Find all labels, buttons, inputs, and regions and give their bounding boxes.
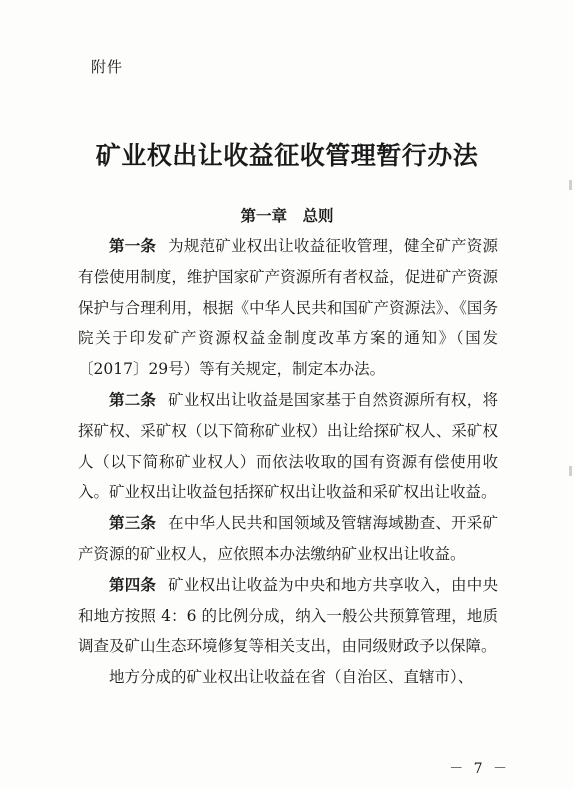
article-text: 在中华人民共和国领域及管辖海域勘查、开采矿产资源的矿业权人，应依照本办法缴纳矿业权出让收益。 [78,514,498,563]
article-text: 矿业权出让收益为中央和地方共享收入，由中央和地方按照 4：6 的比例分成，纳入一般公共预算管理，地质调查及矿山生态环境修复等相关支出，由同级财政予以保障。 [78,575,498,656]
article-number: 第四条 [109,574,157,594]
attachment-label: 附件 [91,58,124,76]
article-number: 第三条 [109,513,157,533]
article-paragraph-4 [78,570,498,662]
document-body [78,231,498,693]
chapter-heading: 第一章 总则 [240,206,334,225]
page-number: － 7 － [449,761,510,777]
document-title: 矿业权出让收益征收管理暂行办法 [95,141,479,170]
scan-edge-mark [569,180,572,190]
article-text: 为规范矿业权出让收益征收管理，健全矿产资源有偿使用制度，维护国家矿产资源所有者权益，促进矿产资源保护与合理利用，根据《中华人民共和国矿产资源法》、《国务院关于印发矿产资源权益金制度改革方案的通知》（国发〔2017〕29号）等有关规定，制定本办法。 [78,237,498,379]
article-number: 第二条 [109,389,157,409]
article-paragraph-2 [78,385,498,508]
scan-edge-mark [569,466,572,476]
continuation-paragraph [78,662,498,693]
article-paragraph-1 [78,231,498,385]
article-text: 矿业权出让收益是国家基于自然资源所有权，将探矿权、采矿权（以下简称矿业权）出让给探矿权人、采矿权人（以下简称矿业权人）而依法收取的国有资源有偿使用收入。矿业权出让收益包括探矿权出让收益和采矿权出让收益。 [78,390,498,502]
article-number: 第一条 [109,236,157,255]
article-text: 地方分成的矿业权出让收益在省（自治区、直辖市）、 [109,668,474,687]
article-paragraph-3 [78,508,498,570]
